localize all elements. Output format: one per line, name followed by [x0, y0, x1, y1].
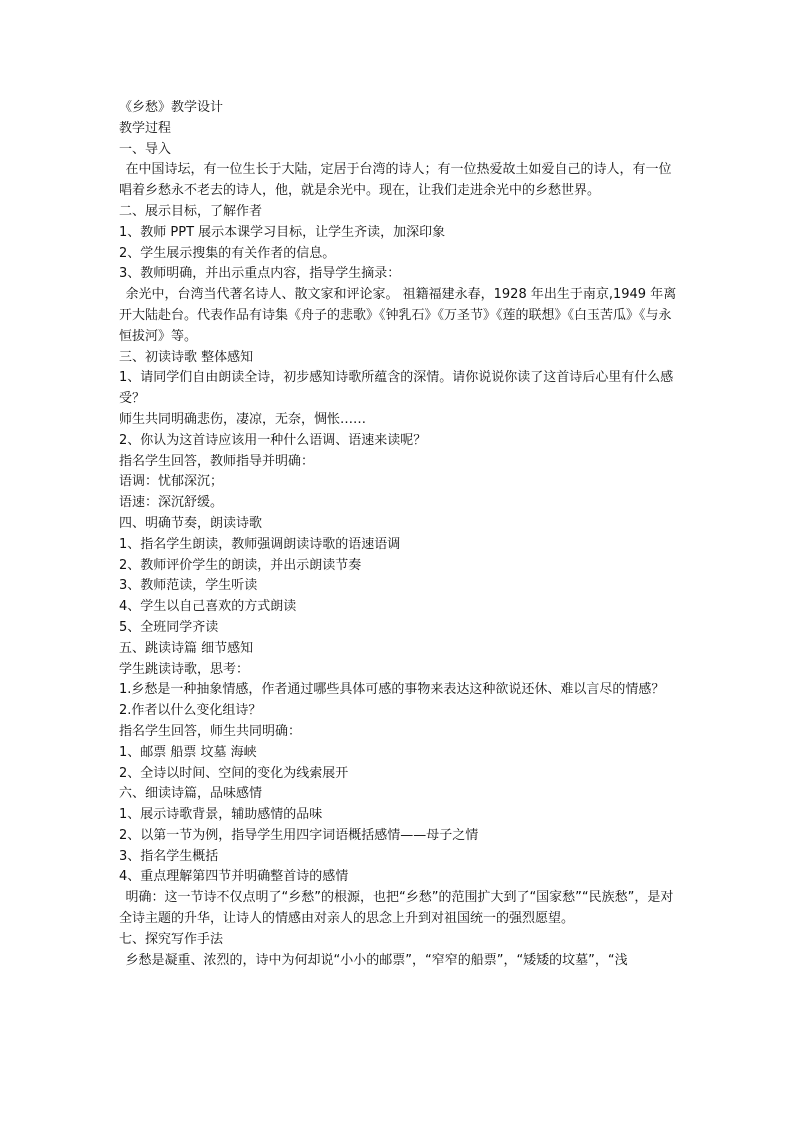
document-line: 学生跳读诗歌，思考：	[119, 661, 250, 677]
document-line: 四、明确节奏，朗读诗歌	[119, 515, 263, 531]
document-line: 语调：忧郁深沉；	[119, 474, 224, 490]
document-line: 1、邮票 船票 坟墓 海峡	[119, 744, 257, 760]
document-line: 3、教师明确，并出示重点内容，指导学生摘录：	[119, 266, 401, 282]
document-line: 教学过程	[119, 120, 172, 136]
document-line: 2、以第一节为例，指导学生用四字词语概括感情——母子之情	[119, 827, 479, 843]
document-line: 乡愁是凝重、浓烈的，诗中为何却说“小小的邮票”，“窄窄的船票”，“矮矮的坟墓”，“浅	[125, 952, 628, 968]
document-line: 指名学生回答，师生共同明确：	[119, 723, 302, 739]
document-line: 指名学生回答，教师指导并明确：	[119, 453, 315, 469]
document-line: 六、细读诗篇，品味感情	[119, 786, 263, 802]
document-line: 师生共同明确悲伤，凄凉，无奈，惆怅……	[119, 411, 367, 427]
document-line: 2、你认为这首诗应该用一种什么语调、语速来读呢？	[119, 432, 427, 448]
document-line: 《乡愁》教学设计	[119, 100, 224, 115]
document-line: 1、教师 PPT 展示本课学习目标，让学生齐读，加深印象	[119, 224, 446, 240]
document-line: 语速：深沉舒缓。	[119, 495, 224, 511]
document-line: 明确：这一节诗不仅点明了“乡愁”的根源，也把“乡愁”的范围扩大到了“国家愁”“民族愁”，是对全诗主题的升华，让诗人的情感由对亲人的思念上升到对祖国统一的强烈愿望。	[119, 890, 674, 927]
document-line: 4、学生以自己喜欢的方式朗读	[119, 599, 297, 615]
document-line: 一、导入	[119, 141, 172, 157]
document-line: 五、跳读诗篇 细节感知	[119, 640, 254, 656]
document-line: 1、展示诗歌背景，辅助感情的品味	[119, 807, 323, 823]
document-line: 2、教师评价学生的朗读，并出示朗读节奏	[119, 557, 362, 573]
document-line: 3、指名学生概括	[119, 848, 219, 864]
document-line: 1.乡愁是一种抽象情感，作者通过哪些具体可感的事物来表达这种欲说还休、难以言尽的情感？	[119, 682, 665, 698]
document-line: 4、重点理解第四节并明确整首诗的感情	[119, 869, 349, 885]
document-body	[119, 98, 677, 971]
document-line: 二、展示目标，了解作者	[119, 203, 263, 219]
document-line: 3、教师范读，学生听读	[119, 578, 258, 594]
document-line: 七、探究写作手法	[119, 931, 224, 947]
document-line: 5、全班同学齐读	[119, 619, 219, 635]
document-line: 2、学生展示搜集的有关作者的信息。	[119, 245, 336, 261]
document-line: 三、初读诗歌 整体感知	[119, 349, 254, 365]
document-line: 2.作者以什么变化组诗？	[119, 703, 262, 719]
document-line: 1、指名学生朗读，教师强调朗读诗歌的语速语调	[119, 536, 401, 552]
document-line: 在中国诗坛，有一位生长于大陆，定居于台湾的诗人；有一位热爱故土如爱自己的诗人，有一位唱着乡愁永不老去的诗人，他，就是余光中。现在，让我们走进余光中的乡愁世界。	[119, 162, 672, 199]
document-line: 2、全诗以时间、空间的变化为线索展开	[119, 765, 349, 781]
document-line: 1、请同学们自由朗读全诗，初步感知诗歌所蕴含的深情。请你说说你读了这首诗后心里有什么感受？	[119, 370, 674, 407]
document-line: 余光中，台湾当代著名诗人、散文家和评论家。 祖籍福建永春，1928 年出生于南京,1949 年离开大陆赴台。代表作品有诗集《舟子的悲歌》《钟乳石》《万圣节》《莲的联想》《白玉苦瓜》《与永恒拔河》等。	[119, 287, 677, 344]
